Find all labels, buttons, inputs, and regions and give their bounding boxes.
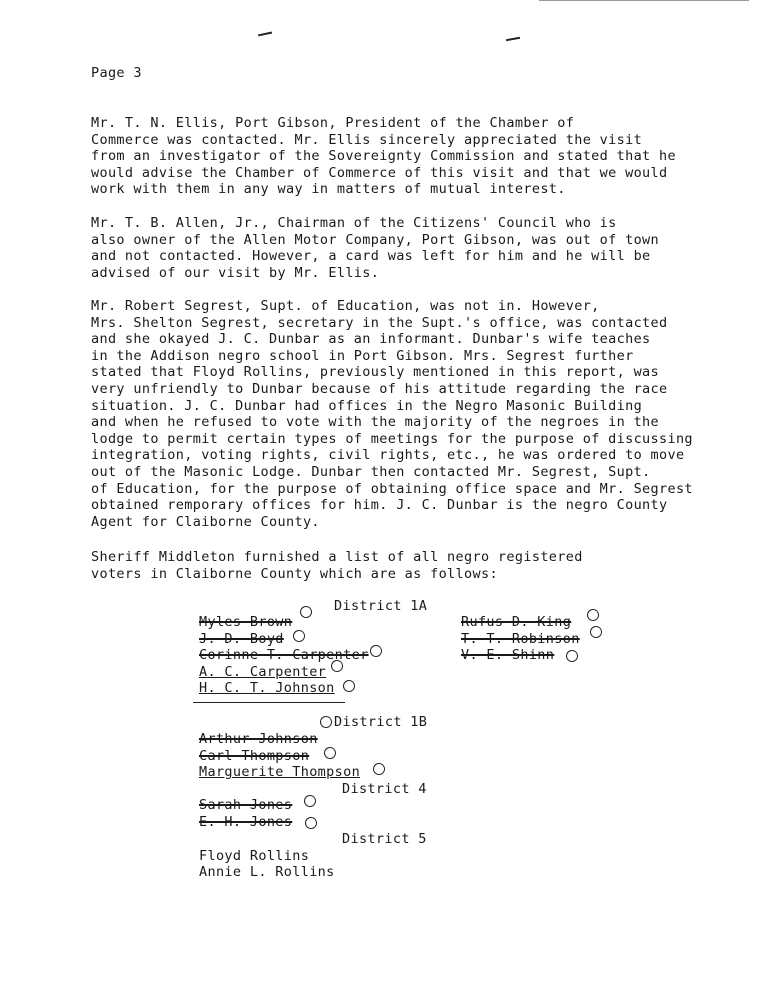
handwritten-check-icon — [585, 607, 600, 622]
paragraph-segrest: Mr. Robert Segrest, Supt. of Education, was not in. However, Mrs. Shelton Segrest, secretary in the Supt.'s office, was contacted and she okayed J. C. Dunbar as an informant. Dunbar's wife teaches in the Addison negro school in Port Gibson. Mrs. Segrest further stated that Floyd Rollins, previously mentioned in this report, was very unfriendly to Dunbar because of his attitude regarding the race situation. J. C. Dunbar had offices in the Negro Masonic Building and when he refused to vote with the majority of the negroes in the lodge to permit certain types of meetings for the purpose of discussing integration, voting rights, civil rights, etc., he was ordered to move out of the Masonic Lodge. Dunbar then contacted Mr. Segrest, Supt. of Education, for the purpose of obtaining office space and Mr. Segrest obtained remporary offices for him. J. C. Dunbar is the negro County Agent for Claiborne County. — [91, 298, 693, 530]
scan-edge — [539, 0, 749, 1]
voter-name: Myles Brown — [199, 614, 293, 630]
voter-name: Rufus D. King — [461, 614, 572, 630]
voter-name: J. D. Boyd — [199, 631, 284, 647]
voter-name: Sarah Jones — [199, 797, 293, 813]
paragraph-voter-list-intro: Sheriff Middleton furnished a list of all negro registered voters in Claiborne County which are as follows: — [91, 549, 583, 582]
handwritten-check-icon — [302, 793, 317, 808]
voter-name: A. C. Carpenter — [199, 664, 327, 680]
scan-mark — [506, 37, 520, 41]
handwritten-check-icon — [341, 678, 356, 693]
voter-name: Arthur Johnson — [199, 731, 318, 747]
voter-name: Annie L. Rollins — [199, 864, 335, 880]
voter-name: Marguerite Thompson — [199, 764, 361, 780]
voter-name: Floyd Rollins — [199, 848, 310, 864]
handwritten-check-icon — [368, 643, 383, 658]
district-heading: District 1B — [334, 714, 428, 730]
handwritten-check-icon — [298, 604, 313, 619]
page-number: Page 3 — [91, 65, 142, 81]
scan-mark — [258, 32, 272, 36]
paragraph-allen: Mr. T. B. Allen, Jr., Chairman of the Citizens' Council who is also owner of the Allen Motor Company, Port Gibson, was out of town and not contacted. However, a card was left for him and he will be advised of our visit by Mr. Ellis. — [91, 215, 660, 281]
voter-name: E. H. Jones — [199, 814, 293, 830]
voter-name: V. E. Shinn — [461, 647, 555, 663]
handwritten-check-icon — [371, 761, 386, 776]
handwritten-check-icon — [322, 745, 337, 760]
handwritten-underline — [193, 702, 345, 703]
handwritten-check-icon — [303, 815, 318, 830]
handwritten-check-icon — [564, 648, 579, 663]
voter-name: H. C. T. Johnson — [199, 680, 335, 696]
district-heading: District 4 — [342, 781, 427, 797]
district-heading: District 1A — [334, 598, 428, 614]
handwritten-check-icon — [291, 628, 306, 643]
paragraph-ellis: Mr. T. N. Ellis, Port Gibson, President of the Chamber of Commerce was contacted. Mr. Ellis sincerely appreciated the visit from an investigator of the Sovereignty Commission and stated that he would advise the Chamber of Commerce of this visit and that we would work with them in any way in matters of mutual interest. — [91, 115, 676, 198]
handwritten-check-icon — [588, 624, 603, 639]
voter-name: Corinne T. Carpenter — [199, 647, 369, 663]
handwritten-check-icon — [318, 714, 333, 729]
voter-name: Carl Thompson — [199, 748, 310, 764]
district-heading: District 5 — [342, 831, 427, 847]
voter-name: T. T. Robinson — [461, 631, 580, 647]
